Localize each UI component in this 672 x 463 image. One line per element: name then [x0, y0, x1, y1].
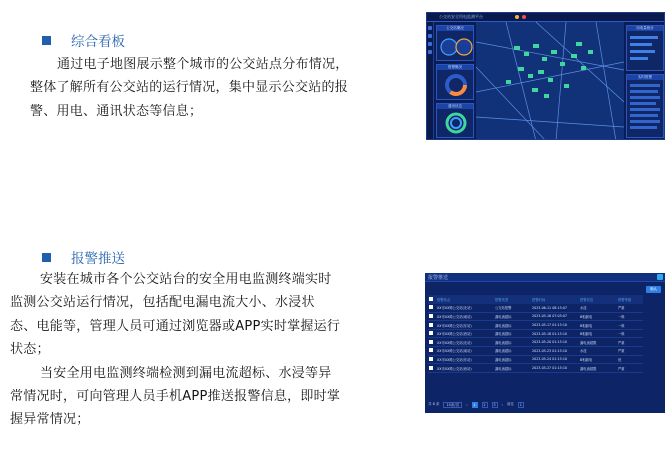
table-row[interactable] — [428, 304, 643, 313]
bar-list-icon — [627, 31, 665, 72]
table-cell: 2023-05-27 01:15:10 — [531, 364, 579, 373]
table-cell: 水浸 — [579, 347, 617, 356]
alarm-table — [428, 295, 643, 373]
table-row[interactable] — [428, 364, 643, 373]
next-page-icon[interactable]: › — [501, 402, 503, 407]
section-body-alarm — [10, 268, 340, 432]
table-cell: 漏电流超标 — [494, 355, 531, 364]
row-checkbox[interactable] — [429, 366, 433, 370]
total-count: 共 8 条 — [428, 402, 440, 406]
body-line: 整体了解所有公交站的运行情况，集中显示公交站的报 — [30, 80, 349, 96]
table-cell: 2023-05-20 01:15:10 — [531, 338, 579, 347]
body-line: 通过电子地图展示整个城市的公交站点分布情况， — [57, 57, 349, 72]
alarm-title: 报警推送 — [428, 275, 449, 281]
table-cell: XX市XX路公交站(北站) — [436, 304, 494, 313]
table-cell: 严重 — [617, 347, 643, 356]
table-cell: B相漏电 — [579, 355, 617, 364]
row-checkbox[interactable] — [429, 357, 433, 361]
panel-realtime-alarm: 实时报警 — [626, 74, 664, 138]
table-cell: 2023-06-11 08:15:07 — [531, 304, 579, 313]
section-heading-dashboard — [42, 30, 125, 50]
pagination — [428, 401, 524, 408]
prev-page-icon[interactable]: ‹ — [466, 402, 468, 407]
table-cell: 漏电流超标 — [494, 312, 531, 321]
bullet-square-icon — [42, 36, 51, 45]
table-header-row — [428, 295, 643, 304]
dashboard-title: 公交站安全用电监测平台 — [439, 14, 483, 19]
table-cell: 2023-05-17 01:15:10 — [531, 321, 579, 330]
row-checkbox[interactable] — [429, 314, 433, 318]
row-checkbox[interactable] — [429, 323, 433, 327]
page-button[interactable]: 2 — [483, 402, 486, 407]
column-header: 报警等级 — [617, 295, 643, 304]
body-line: 监测公交站运行情况，包括配电漏电流大小、水浸状 — [10, 295, 315, 311]
table-cell: 漏电流超标 — [494, 364, 531, 373]
table-cell: 漏电流超标 — [494, 321, 531, 330]
city-map[interactable] — [476, 22, 624, 140]
table-cell: XX市XX路公交站(西站) — [436, 329, 494, 338]
goto-input[interactable]: 1 — [519, 402, 523, 407]
status-dot-icon — [522, 15, 526, 19]
table-cell: 严重 — [617, 364, 643, 373]
body-line: 握异常情况； — [10, 412, 90, 428]
body-line: 状态； — [10, 342, 50, 358]
page-size-select[interactable]: 10条/页 — [443, 402, 462, 408]
table-cell: 2023-05-23 01:15:10 — [531, 347, 579, 356]
section-body-dashboard — [30, 53, 349, 123]
column-header: 报警时间 — [531, 295, 579, 304]
table-cell: 漏电流超标 — [494, 329, 531, 338]
table-cell: XX市XX路公交站(西站) — [436, 364, 494, 373]
table-cell: 2023-05-18 01:15:10 — [531, 329, 579, 338]
goto-label: 前往 — [506, 402, 514, 406]
table-row[interactable] — [428, 338, 643, 347]
panel-power-usage: 用电量统计 — [626, 25, 664, 71]
table-cell: 一般 — [617, 312, 643, 321]
table-cell: 严重 — [617, 338, 643, 347]
section-title: 综合看板 — [71, 34, 125, 50]
donut-chart-icon — [437, 70, 475, 101]
table-cell: 低 — [617, 355, 643, 364]
panel-comm-status: 通讯状态 — [436, 103, 474, 138]
page-button[interactable]: 3 — [493, 402, 496, 407]
row-checkbox[interactable] — [429, 340, 433, 344]
table-cell: 漏电流超限 — [579, 364, 617, 373]
column-header: 报警站点 — [436, 295, 494, 304]
table-cell: 严重 — [617, 304, 643, 313]
table-row[interactable] — [428, 321, 643, 330]
table-cell: B相漏电 — [579, 329, 617, 338]
table-cell: XX市XX路公交站(北站) — [436, 338, 494, 347]
dashboard-screenshot — [426, 12, 665, 140]
status-dot-icon — [515, 15, 519, 19]
body-line: 常情况时，可向管理人员手机APP推送报警信息，即时掌 — [10, 389, 341, 405]
alarm-screenshot — [425, 273, 665, 413]
column-header: 报警类型 — [494, 295, 531, 304]
table-cell: 2023-05-16 07:05:07 — [531, 312, 579, 321]
dashboard-side-nav — [427, 22, 434, 140]
table-row[interactable] — [428, 355, 643, 364]
confirm-button[interactable]: 确认 — [646, 286, 661, 293]
gauge-icon — [437, 31, 475, 62]
table-cell: XX市XX路公交站(南站) — [436, 347, 494, 356]
ring-chart-icon — [437, 109, 475, 139]
map-roads-and-stations — [476, 22, 624, 140]
table-cell: XX市XX路公交站(东站) — [436, 355, 494, 364]
table-row[interactable] — [428, 312, 643, 321]
bullet-square-icon — [42, 253, 51, 262]
row-checkbox[interactable] — [429, 305, 433, 309]
table-cell: 2023-05-24 01:15:10 — [531, 355, 579, 364]
table-cell: 漏电流超限 — [579, 338, 617, 347]
select-all-checkbox[interactable] — [429, 297, 433, 301]
table-cell: 一般 — [617, 321, 643, 330]
table-row[interactable] — [428, 329, 643, 338]
table-cell: XX市XX路公交站(南站) — [436, 312, 494, 321]
body-line: 态、电能等，管理人员可通过浏览器或APP实时掌握运行 — [10, 318, 341, 334]
table-cell: 漏电流超标 — [494, 338, 531, 347]
close-icon[interactable] — [657, 274, 663, 280]
dashboard-topbar — [427, 13, 664, 22]
body-line: 警、用电、通讯状态等信息； — [30, 103, 203, 119]
row-checkbox[interactable] — [429, 348, 433, 352]
row-checkbox[interactable] — [429, 331, 433, 335]
column-header: 报警信息 — [579, 295, 617, 304]
body-line: 安装在城市各个公交站台的安全用电监测终端实时 — [40, 272, 332, 287]
table-cell: 一般 — [617, 329, 643, 338]
section-title: 报警推送 — [71, 251, 125, 267]
panel-alarm-overview: 报警概况 — [436, 64, 474, 100]
page-button[interactable]: 1 — [473, 402, 476, 407]
table-row[interactable] — [428, 347, 643, 356]
table-cell: B相漏电 — [579, 312, 617, 321]
panel-station-overview: 公交站概况 — [436, 25, 474, 61]
section-heading-alarm — [42, 247, 125, 267]
body-line: 当安全用电监测终端检测到漏电流超标、水浸等异 — [40, 365, 332, 381]
table-cell: B相漏电 — [579, 321, 617, 330]
table-cell: XX市XX路公交站(东站) — [436, 321, 494, 330]
table-cell: 漏电流超标 — [494, 347, 531, 356]
table-cell: 公交站报警 — [494, 304, 531, 313]
table-cell: 水浸 — [579, 304, 617, 313]
alarm-header — [425, 273, 665, 282]
